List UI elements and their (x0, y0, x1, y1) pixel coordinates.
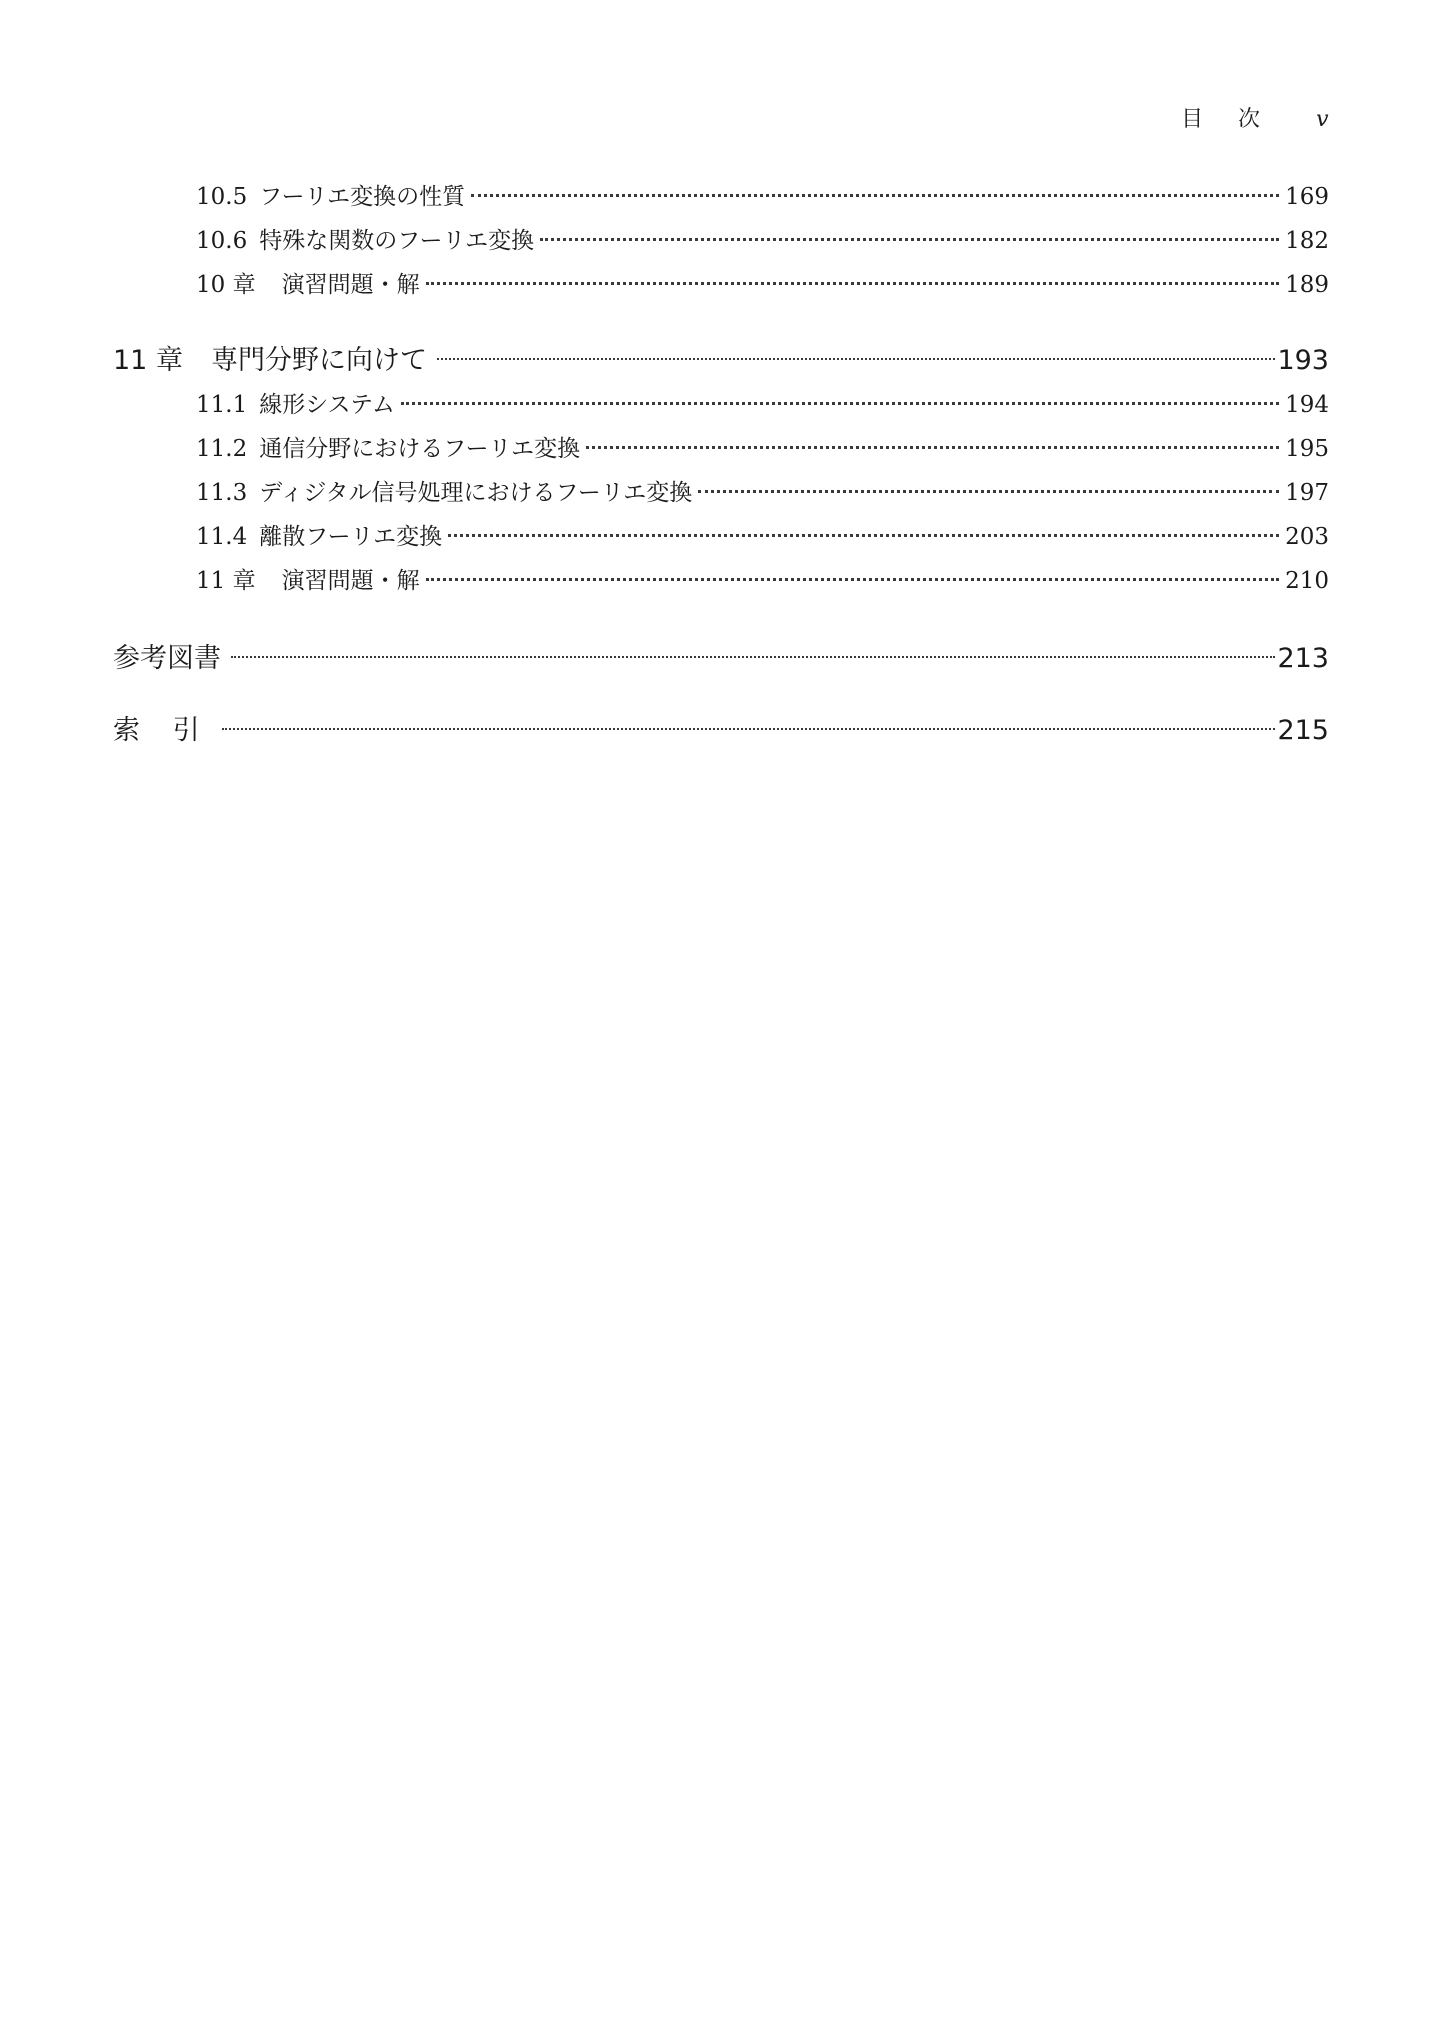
toc-entry-11-2[interactable] (196, 430, 1329, 463)
toc-chapter-number: 11 章 (113, 345, 183, 376)
toc-entry-title: 離散フーリエ変換 (259, 524, 443, 550)
toc-entry-page: 210 (1285, 568, 1329, 594)
toc-entry-10-6[interactable] (196, 222, 1329, 255)
toc-entry-11-4[interactable] (196, 518, 1329, 551)
toc-entry-number: 10 章 (196, 272, 256, 298)
dot-leader (426, 577, 1280, 581)
dot-leader (231, 655, 1275, 658)
toc-entry-page: 195 (1285, 436, 1329, 462)
toc-entry-page: 194 (1285, 392, 1329, 418)
toc-entry-number: 11 章 (196, 568, 256, 594)
dot-leader (401, 401, 1279, 405)
running-head (1181, 102, 1329, 133)
toc-entry-ch11-exercises[interactable] (196, 562, 1329, 595)
running-head-title: 目 次 (1181, 107, 1275, 132)
toc-entry-number: 11.4 (196, 524, 248, 550)
toc-entry-number: 10.6 (196, 228, 248, 254)
toc-entry-page: 169 (1285, 184, 1329, 210)
toc-entry-ch10-exercises[interactable] (196, 266, 1329, 299)
dot-leader (471, 193, 1279, 197)
toc-chapter-title: 索 引 (113, 715, 212, 746)
toc-entry-title: フーリエ変換の性質 (259, 184, 466, 210)
running-head-page-number: v (1316, 107, 1329, 132)
toc-chapter-title: 専門分野に向けて (210, 345, 427, 376)
toc-entry-number: 11.2 (196, 436, 248, 462)
toc-chapter-title: 参考図書 (113, 643, 221, 674)
dot-leader (586, 445, 1279, 449)
toc-entry-page: 197 (1285, 480, 1329, 506)
dot-leader (426, 281, 1280, 285)
toc-chapter-page: 215 (1277, 715, 1329, 746)
toc-entry-title: 線形システム (259, 392, 395, 418)
toc-entry-title: 演習問題・解 (281, 568, 420, 594)
toc-chapter-page: 193 (1277, 345, 1329, 376)
toc-chapter-11[interactable] (113, 338, 1329, 377)
dot-leader (698, 489, 1279, 493)
toc-entry-11-3[interactable] (196, 474, 1329, 507)
toc-entry-title: 特殊な関数のフーリエ変換 (259, 228, 535, 254)
toc-entry-page: 203 (1285, 524, 1329, 550)
dot-leader (437, 357, 1276, 360)
dot-leader (222, 727, 1276, 730)
toc-entry-title: 通信分野におけるフーリエ変換 (259, 436, 581, 462)
toc-entry-page: 189 (1285, 272, 1329, 298)
toc-entry-number: 11.3 (196, 480, 248, 506)
dot-leader (448, 533, 1279, 537)
toc-index[interactable] (113, 708, 1329, 747)
toc-entry-number: 11.1 (196, 392, 248, 418)
dot-leader (540, 237, 1279, 241)
toc-entry-10-5[interactable] (196, 178, 1329, 211)
toc-entry-title: ディジタル信号処理におけるフーリエ変換 (259, 480, 693, 506)
toc-references[interactable] (113, 636, 1329, 675)
toc-chapter-page: 213 (1277, 643, 1329, 674)
toc-entry-number: 10.5 (196, 184, 248, 210)
toc-entry-11-1[interactable] (196, 386, 1329, 419)
toc-entry-title: 演習問題・解 (281, 272, 420, 298)
toc-entry-page: 182 (1285, 228, 1329, 254)
